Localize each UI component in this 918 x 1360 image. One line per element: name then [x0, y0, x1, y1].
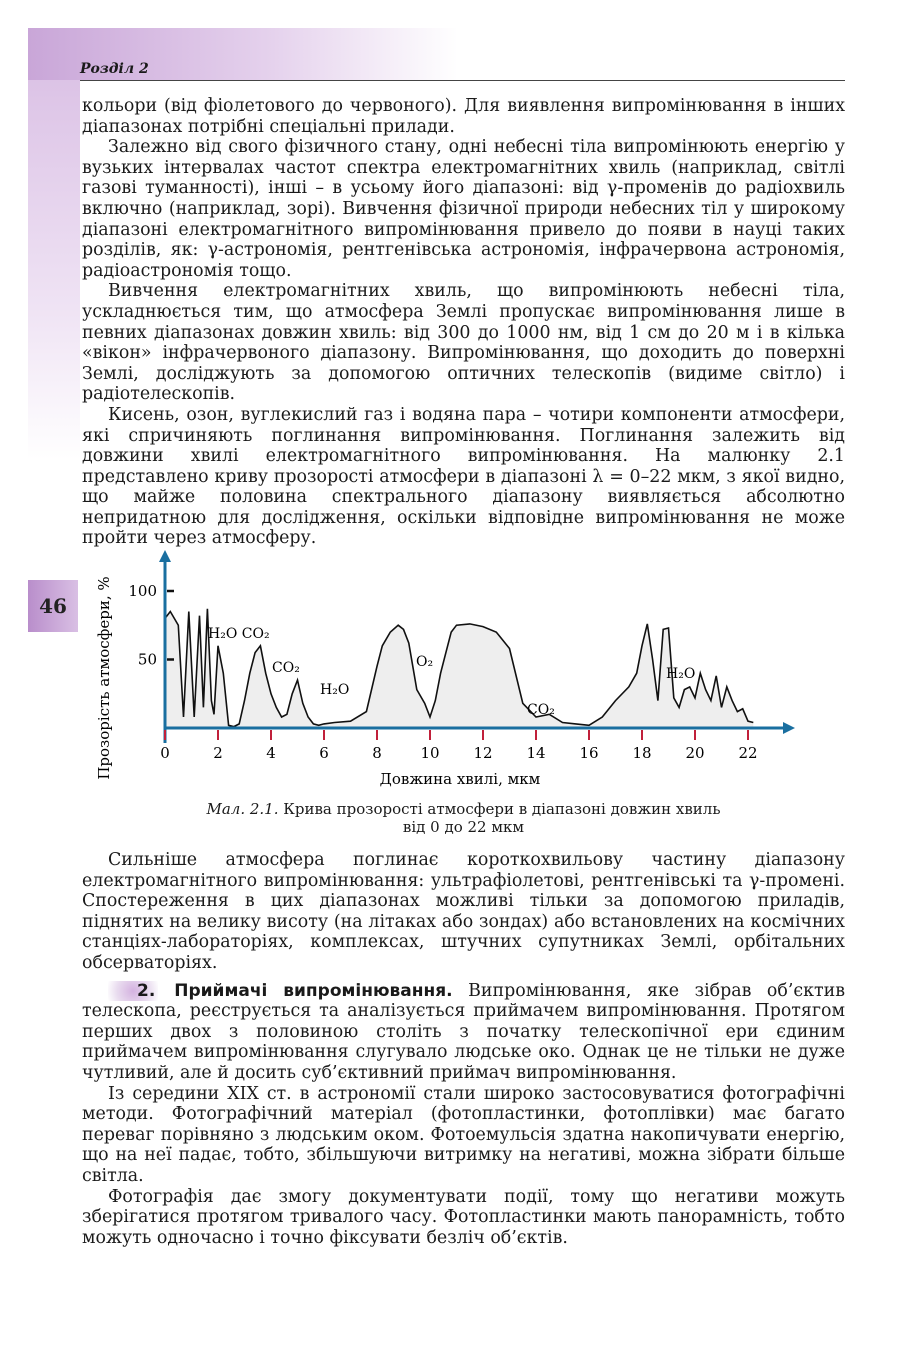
caption-line-1: Крива прозорості атмосфери в діапазоні довжин хвиль — [283, 800, 721, 818]
figure-caption — [82, 800, 845, 836]
paragraph: Фотографія дає змогу документувати події, тому що негативи можуть зберігатися протягом тривалого часу. Фотопластинки мають панорамність, тобто можуть одночасно і точно фіксувати безліч об’єктів. — [82, 1186, 845, 1248]
paragraph: кольори (від фіолетового до червоного). Для виявлення випромінювання в інших діапазонах потрібні спеціальні прилади. — [82, 96, 845, 137]
x-tick-label: 10 — [420, 744, 440, 762]
annotation-h2o-2: H₂O — [666, 666, 696, 682]
section-2-paragraph — [82, 981, 845, 1084]
x-tick-label: 4 — [266, 744, 276, 762]
body-text-top — [82, 96, 845, 549]
paragraph: Із середини XIX ст. в астрономії стали широко застосовуватися фотографічні методи. Фотографічний матеріал (фотопластинки, фотоплівки) має багато переваг порівняно з людським оком. Фотоемульсія здатна накопичувати енергію, що на неї падає, тобто, збільшуючи витримку на негативі, можна зібрати більше світла. — [82, 1083, 845, 1186]
x-tick-label: 6 — [319, 744, 329, 762]
transparency-chart — [90, 548, 810, 798]
x-tick-label: 8 — [372, 744, 382, 762]
annotation-o2: O₂ — [416, 654, 434, 670]
x-tick-label: 16 — [579, 744, 599, 762]
x-tick-label: 14 — [526, 744, 546, 762]
section-2-heading — [108, 981, 453, 1001]
x-tick-label: 12 — [473, 744, 493, 762]
y-axis-label: Прозорість атмосфери, % — [95, 576, 113, 780]
x-tick-label: 22 — [738, 744, 758, 762]
x-axis-arrow — [783, 722, 795, 734]
section-label: Розділ 2 — [80, 61, 149, 77]
caption-line-2: від 0 до 22 мкм — [402, 818, 525, 836]
figure-label: Мал. 2.1. — [206, 800, 279, 818]
y-axis-arrow — [159, 550, 171, 562]
section-2-text: Випромінювання, яке зібрав об’єктив телескопа, реєструється та аналізується приймачем випромінювання. Протягом перших двох з половиною століть з початку телескопічної ери єдиним приймачем випромінювання слугувало людське око. Однак це не тільки не дуже чутливий, але й досить суб’єктивний приймач випромінювання. — [82, 980, 846, 1083]
x-tick-label: 20 — [685, 744, 705, 762]
paragraph: Кисень, озон, вуглекислий газ і водяна пара – чотири компоненти атмосфери, які спричиняють поглинання випромінювання. Поглинання залежить від довжини хвилі електромагнітного випромінювання. На малюнку 2.1 представлено криву прозорості атмосфери в діапазоні λ = 0–22 мкм, з якої видно, що майже половина спектрального діапазону виявляється абсолютно непридатною для дослідження, оскільки відповідне випромінювання не може пройти через атмосферу. — [82, 404, 845, 549]
annotation-h2o-co2: H₂O CO₂ — [208, 626, 270, 642]
section-2-title: Приймачі випромінювання. — [174, 980, 453, 1001]
annotation-h2o: H₂O — [320, 682, 350, 698]
running-header — [80, 58, 845, 81]
x-tick-label: 0 — [160, 744, 170, 762]
body-text-bottom — [82, 850, 845, 1248]
y-tick-label: 50 — [137, 650, 157, 669]
page-number: 46 — [28, 580, 78, 632]
paragraph: Сильніше атмосфера поглинає короткохвильову частину діапазону електромагнітного випромінювання: ультрафіолетові, рентгенівські та γ-промені. Спостереження в цих діапазонах можливі тільки за допомогою приладів, піднятих на велику висоту (на літаках або зондах) або встановлених на космічних станціях-лабораторіях, комплексах, штучних супутниках Землі, орбітальних обсерваторіях. — [82, 850, 845, 973]
x-axis-label: Довжина хвилі, мкм — [379, 770, 541, 788]
annotation-co2-2: CO₂ — [527, 702, 555, 718]
x-tick-label: 2 — [213, 744, 223, 762]
annotation-co2: CO₂ — [272, 660, 300, 676]
section-2-number: 2. — [108, 981, 158, 1002]
paragraph: Залежно від свого фізичного стану, одні небесні тіла випромінюють енергію у вузьких інтервалах частот спектра електромагнітних хвиль (наприклад, світлі газові туманності), інші – в усьому його діапазоні: від γ-променів до радіохвиль включно (наприклад, зорі). Вивчення фізичної природи небесних тіл у широкому діапазоні електромагнітного випромінювання привело до появи в науці таких розділів, як: γ-астрономія, рентгенівська астрономія, інфрачервона астрономія, радіоастрономія тощо. — [82, 137, 845, 281]
y-tick-label: 100 — [128, 582, 157, 600]
x-tick-label: 18 — [632, 744, 652, 762]
margin-decoration — [28, 80, 80, 460]
paragraph: Вивчення електромагнітних хвиль, що випромінюють небесні тіла, ускладнюється тим, що атмосфера Землі пропускає випромінювання лише в певних діапазонах довжин хвиль: від 300 до 1000 нм, від 1 см до 20 м і в кілька «вікон» інфрачервоного діапазону. Випромінювання, що доходить до поверхні Землі, досліджують за допомогою оптичних телескопів (видиме світло) і радіотелескопів. — [82, 281, 845, 405]
